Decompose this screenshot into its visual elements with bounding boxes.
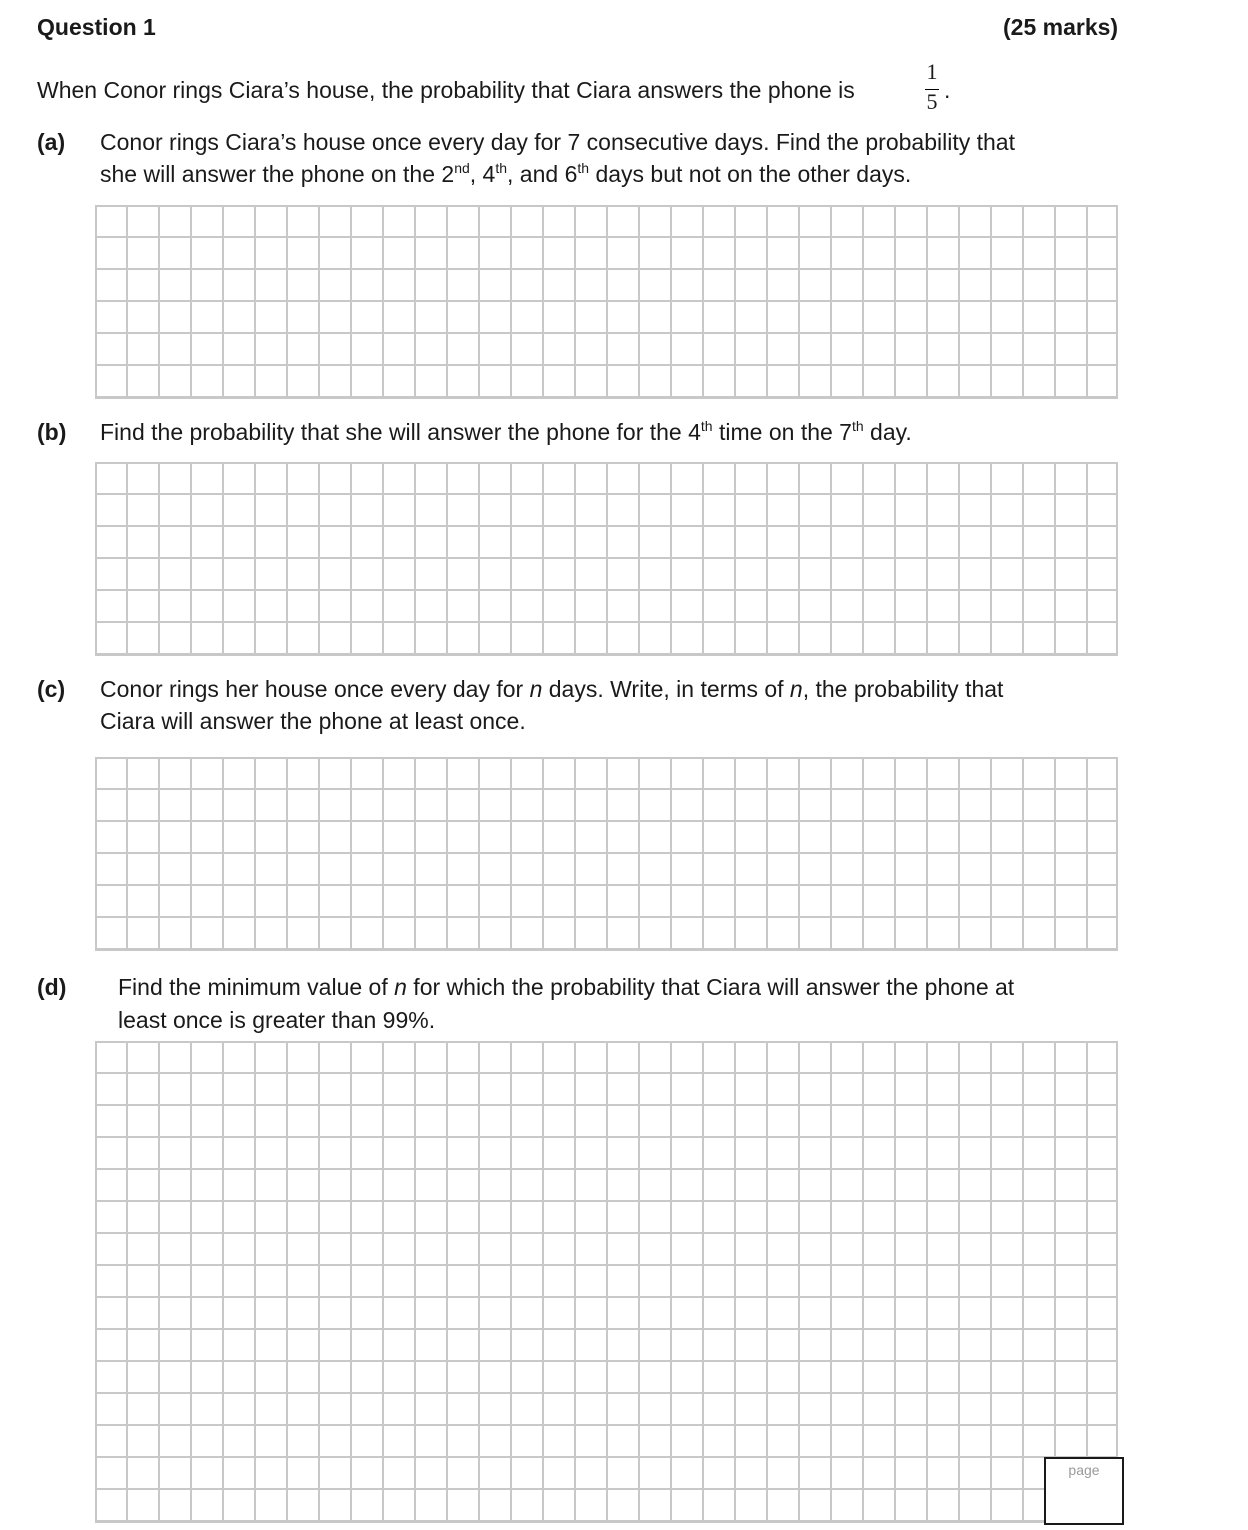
- superscript: th: [851, 418, 864, 434]
- part-a-text: , 4: [469, 161, 496, 187]
- answer-grid-a[interactable]: [95, 205, 1118, 399]
- part-c-line2: Ciara will answer the phone at least once.: [100, 708, 526, 734]
- page-label: page: [1068, 1462, 1100, 1478]
- part-c-label: (c): [37, 676, 66, 702]
- answer-grid-d[interactable]: [95, 1041, 1118, 1523]
- answer-grid-c[interactable]: [95, 757, 1118, 951]
- part-c-line1: [100, 673, 1003, 705]
- page-number-box: [1044, 1457, 1124, 1525]
- superscript: nd: [454, 160, 470, 176]
- intro-period: .: [944, 77, 951, 103]
- part-d-text: Find the minimum value of: [118, 974, 395, 1000]
- part-c-text: Conor rings her house once every day for: [100, 676, 530, 702]
- superscript: th: [495, 160, 508, 176]
- part-a-line2: [100, 158, 911, 190]
- part-b-text-end: day.: [863, 419, 912, 445]
- part-a-line1: Conor rings Ciara’s house once every day for 7 consecutive days. Find the probability that: [100, 129, 1015, 155]
- variable-n: n: [529, 676, 543, 702]
- part-c-text: , the probability that: [802, 676, 1004, 702]
- part-d-text: for which the probability that Ciara will answer the phone at: [406, 974, 1015, 1000]
- part-d-label: (d): [37, 974, 67, 1000]
- superscript: th: [700, 418, 713, 434]
- part-a-text: , and 6: [507, 161, 578, 187]
- part-b-text-mid: time on the 7: [712, 419, 852, 445]
- part-a-label: (a): [37, 129, 66, 155]
- fraction-numerator: 1: [926, 59, 938, 84]
- variable-n: n: [789, 676, 803, 702]
- part-b-label: (b): [37, 419, 67, 445]
- part-d-line1: [118, 971, 1014, 1003]
- question-title: Question 1: [37, 14, 156, 40]
- part-d-line2: least once is greater than 99%.: [118, 1007, 436, 1033]
- part-b-text-start: Find the probability that she will answer the phone for the 4: [100, 419, 701, 445]
- part-a-text: she will answer the phone on the 2: [100, 161, 455, 187]
- answer-grid-b[interactable]: [95, 462, 1118, 656]
- marks-label: (25 marks): [1003, 14, 1119, 40]
- part-a-text: days but not on the other days.: [589, 161, 912, 187]
- superscript: th: [577, 160, 590, 176]
- part-b-text: [100, 416, 912, 448]
- variable-n: n: [394, 974, 407, 1000]
- fraction-denominator: 5: [926, 89, 938, 114]
- part-c-text: days. Write, in terms of: [542, 676, 790, 702]
- intro-text: When Conor rings Ciara’s house, the probability that Ciara answers the phone is: [37, 77, 855, 103]
